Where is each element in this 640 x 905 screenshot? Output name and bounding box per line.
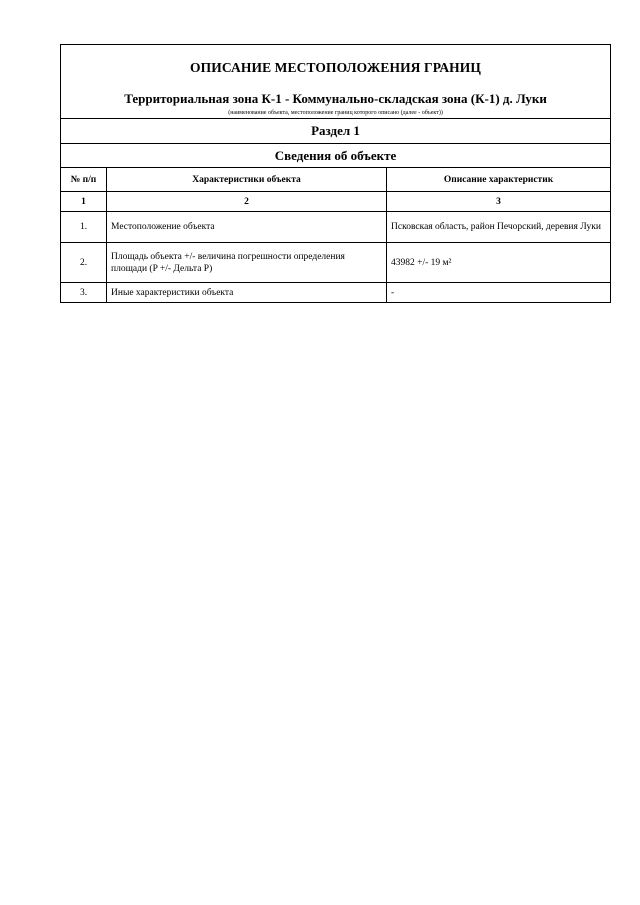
row-number: 3. <box>61 283 107 303</box>
column-number-2: 2 <box>107 192 387 212</box>
info-heading: Сведения об объекте <box>61 144 611 168</box>
document-header <box>61 45 611 119</box>
column-header-number: № п/п <box>61 168 107 192</box>
section-title: Раздел 1 <box>61 119 611 144</box>
table-row <box>61 212 611 243</box>
zone-title: Территориальная зона К-1 - Коммунально-складская зона (К-1) д. Луки <box>124 90 547 106</box>
zone-note: (наименование объекта, местоположение границ которого описано (далее - объект)) <box>228 109 443 116</box>
column-number-1: 1 <box>61 192 107 212</box>
column-number-3: 3 <box>387 192 611 212</box>
document-title: ОПИСАНИЕ МЕСТОПОЛОЖЕНИЯ ГРАНИЦ <box>190 59 481 75</box>
document-page <box>60 44 610 303</box>
row-number: 1. <box>61 212 107 243</box>
column-header-description: Описание характеристик <box>387 168 611 192</box>
row-description: - <box>387 283 611 303</box>
table-row <box>61 243 611 283</box>
boundary-description-table <box>60 44 611 303</box>
row-number: 2. <box>61 243 107 283</box>
row-characteristic: Площадь объекта +/- величина погрешности определения площади (P +/- Дельта P) <box>107 243 387 283</box>
row-characteristic: Иные характеристики объекта <box>107 283 387 303</box>
row-characteristic: Местоположение объекта <box>107 212 387 243</box>
table-row <box>61 283 611 303</box>
row-description: 43982 +/- 19 м² <box>387 243 611 283</box>
column-header-characteristic: Характеристики объекта <box>107 168 387 192</box>
row-description: Псковская область, район Печорский, деревия Луки <box>387 212 611 243</box>
